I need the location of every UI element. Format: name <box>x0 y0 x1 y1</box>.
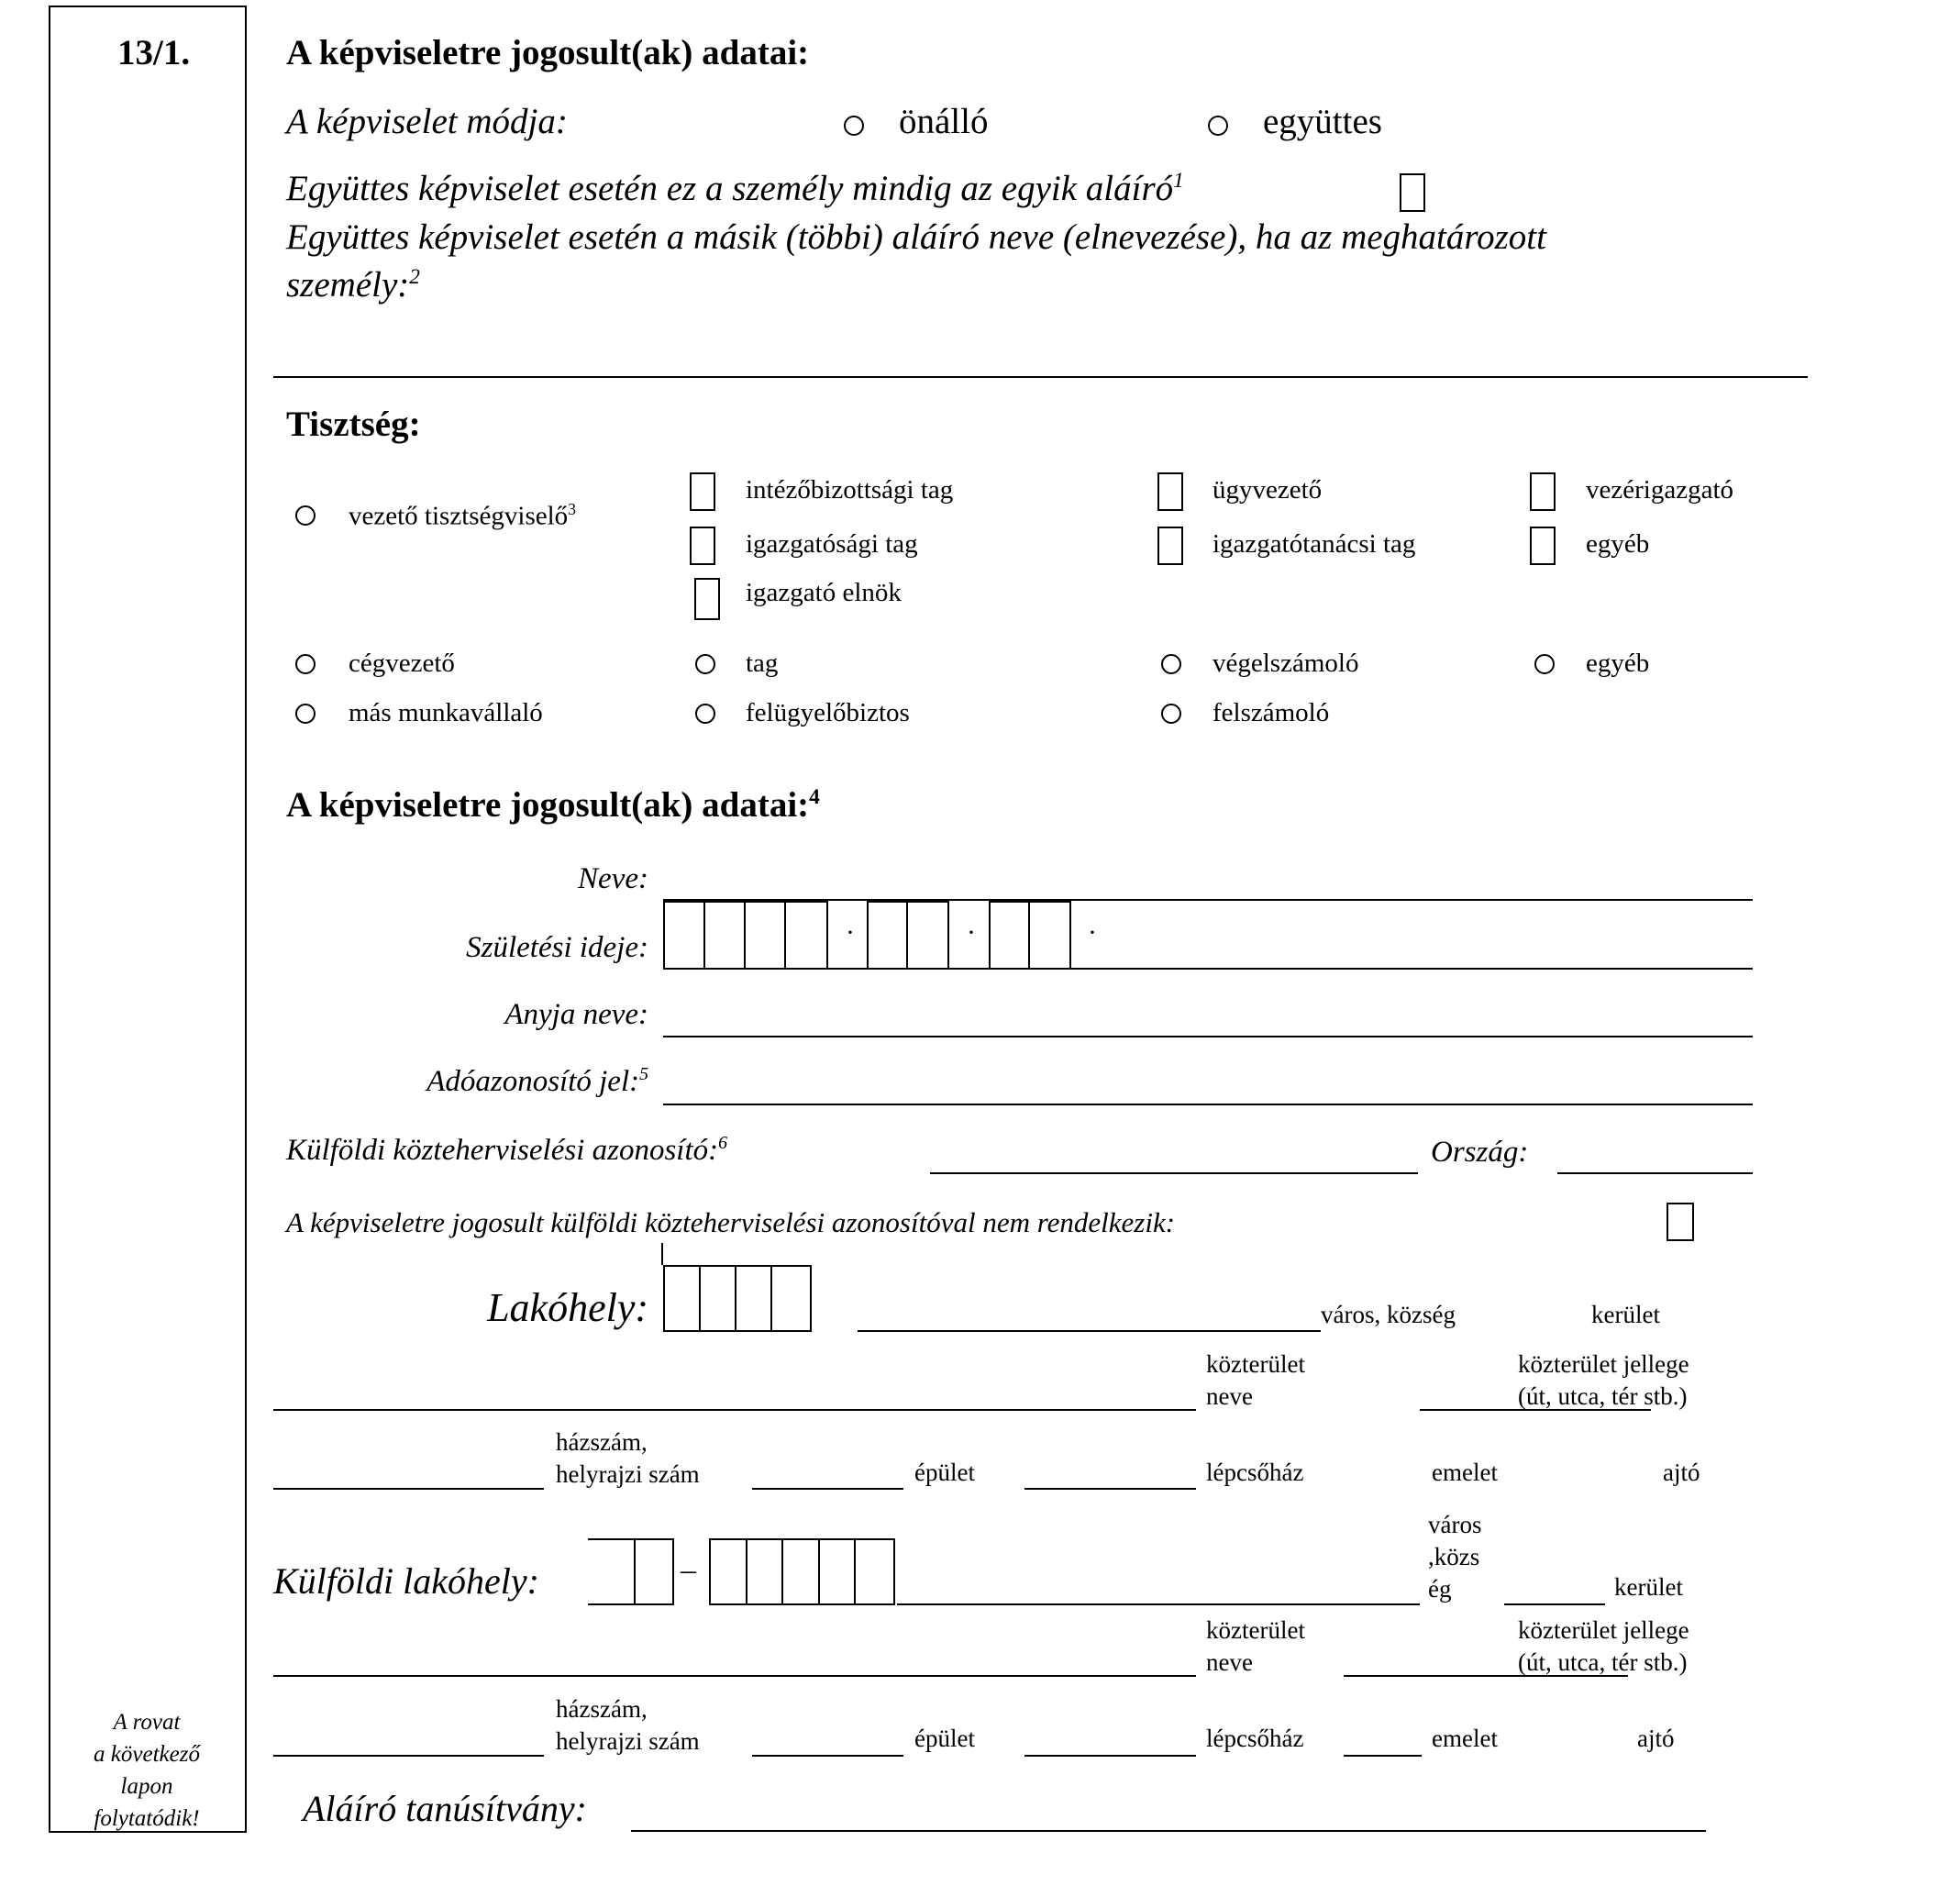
option-supervisory-commissioner: felügyelőbiztos <box>746 698 910 727</box>
street-type-label-line: (út, utca, tér stb.) <box>1518 1382 1688 1410</box>
option-other-role: egyéb <box>1586 649 1650 678</box>
mother-name-label: Anyja neve: <box>504 998 648 1031</box>
stair-label: lépcsőház <box>1206 1459 1304 1486</box>
foreign-house-number-label-line: helyrajzi szám <box>556 1727 700 1755</box>
checkbox-board-member[interactable] <box>690 527 715 565</box>
foreign-city-label-line: város <box>1428 1511 1482 1538</box>
floor-label: emelet <box>1432 1459 1498 1486</box>
radio-receiver[interactable] <box>1161 704 1181 724</box>
position-heading: Tisztség: <box>286 405 421 444</box>
footnote-ref: 1 <box>1173 169 1184 193</box>
foreign-street-name-label-line: közterület <box>1206 1616 1305 1644</box>
continues-note-line: folytatódik! <box>94 1806 200 1831</box>
other-signatory-name-line[interactable] <box>273 376 1808 378</box>
radio-company-manager[interactable] <box>295 654 316 674</box>
option-receiver: felszámoló <box>1213 698 1330 727</box>
foreign-door-label: ajtó <box>1637 1725 1675 1752</box>
signature-certificate-field[interactable] <box>631 1830 1706 1832</box>
continues-note-line: a következő <box>94 1742 200 1767</box>
birth-day-boxes[interactable] <box>989 901 1071 968</box>
option-director-chairman: igazgató elnök <box>746 578 902 607</box>
foreign-floor-field[interactable] <box>1344 1755 1422 1757</box>
foreign-floor-label: emelet <box>1432 1725 1498 1752</box>
foreign-street-type-label-line: (út, utca, tér stb.) <box>1518 1648 1688 1676</box>
foreign-city-field[interactable] <box>897 1603 1420 1605</box>
foreign-house-number-label-line: házszám, <box>556 1695 648 1723</box>
name-label: Neve: <box>578 862 648 895</box>
option-board-of-directors-member: igazgatótanácsi tag <box>1213 529 1416 559</box>
postal-code-boxes[interactable] <box>663 1265 812 1332</box>
checkbox-director-chairman[interactable] <box>694 578 720 620</box>
footnote-ref: 5 <box>639 1064 648 1084</box>
country-field[interactable] <box>1557 1172 1753 1174</box>
lead-officer-radio[interactable] <box>295 505 316 526</box>
checkbox-managing-director[interactable] <box>1157 472 1183 511</box>
other-signatory-label: személy: <box>286 265 410 305</box>
building-field[interactable] <box>752 1488 903 1490</box>
foreign-city-label-line: ,közs <box>1428 1543 1480 1570</box>
radio-other-employee[interactable] <box>295 704 316 724</box>
footnote-ref: 3 <box>568 500 576 518</box>
district-label: kerület <box>1591 1301 1660 1328</box>
joint-signatory-label: Együttes képviselet esetén ez a személy mindig az egyik aláíró <box>286 169 1174 208</box>
foreign-tax-id-label <box>286 1133 727 1168</box>
tax-id-field[interactable] <box>663 1104 1753 1105</box>
house-number-label-line: helyrajzi szám <box>556 1460 700 1488</box>
building-label: épület <box>914 1459 975 1486</box>
foreign-residence-label: Külföldi lakóhely: <box>273 1560 539 1602</box>
option-member: tag <box>746 649 779 678</box>
joint-signatory-text <box>286 168 1184 209</box>
street-type-label-line: közterület jellege <box>1518 1350 1689 1378</box>
foreign-code-dash: – <box>681 1553 696 1587</box>
option-board-member: igazgatósági tag <box>746 529 918 559</box>
foreign-street-name-label <box>1206 1614 1305 1679</box>
option-ceo: vezérigazgató <box>1586 475 1734 505</box>
street-name-field[interactable] <box>273 1409 1196 1411</box>
foreign-building-label: épület <box>914 1725 975 1752</box>
other-signatory-text-line2 <box>286 264 420 305</box>
foreign-postal-code-boxes[interactable] <box>709 1538 895 1605</box>
tax-id-text: Adóazonosító jel: <box>426 1065 640 1098</box>
checkbox-other-position[interactable] <box>1530 527 1556 565</box>
left-column-frame <box>49 6 247 1833</box>
birth-date-separator: · <box>846 917 855 948</box>
foreign-street-name-label-line: neve <box>1206 1648 1253 1676</box>
radio-member[interactable] <box>695 654 715 674</box>
section-number: 13/1. <box>117 33 191 72</box>
other-signatory-text-line1: Együttes képviselet esetén a másik (többi) aláíró neve (elnevezése), ha az meghatározott <box>286 217 1546 257</box>
checkbox-board-of-directors-member[interactable] <box>1157 527 1183 565</box>
residence-tick <box>661 1243 663 1265</box>
option-liquidator: végelszámoló <box>1213 649 1359 678</box>
no-foreign-tax-id-checkbox[interactable] <box>1667 1203 1694 1241</box>
country-label: Ország: <box>1431 1136 1529 1169</box>
tax-id-label <box>426 1064 648 1099</box>
house-number-label <box>556 1426 700 1491</box>
birth-year-boxes[interactable] <box>663 901 828 968</box>
house-number-label-line: házszám, <box>556 1428 648 1456</box>
lead-officer-label <box>349 500 576 532</box>
checkbox-ceo[interactable] <box>1530 472 1556 511</box>
person-heading-text: A képviseletre jogosult(ak) adatai: <box>286 785 810 825</box>
option-other-position: egyéb <box>1586 529 1650 559</box>
footnote-ref: 2 <box>409 265 420 289</box>
stair-field[interactable] <box>1024 1488 1196 1490</box>
mode-radio-independent[interactable] <box>844 116 864 136</box>
foreign-district-label: kerület <box>1614 1573 1683 1601</box>
city-label: város, község <box>1321 1301 1456 1328</box>
foreign-street-type-label-line: közterület jellege <box>1518 1616 1689 1644</box>
joint-signatory-checkbox[interactable] <box>1400 173 1425 212</box>
foreign-city-label <box>1428 1509 1481 1605</box>
house-number-field[interactable] <box>273 1488 544 1490</box>
checkbox-executive-committee-member[interactable] <box>690 472 715 511</box>
foreign-district-field[interactable] <box>1504 1603 1605 1605</box>
mode-radio-joint[interactable] <box>1208 116 1228 136</box>
continues-note-line: A rovat <box>113 1710 181 1735</box>
continues-note <box>55 1706 238 1835</box>
mother-name-field[interactable] <box>663 1036 1753 1037</box>
foreign-street-type-label <box>1518 1614 1689 1679</box>
representation-heading: A képviseletre jogosult(ak) adatai: <box>286 33 810 72</box>
residence-label: Lakóhely: <box>487 1285 648 1330</box>
option-executive-committee-member: intézőbizottsági tag <box>746 475 954 505</box>
foreign-house-number-field[interactable] <box>273 1755 544 1757</box>
foreign-stair-label: lépcsőház <box>1206 1725 1304 1752</box>
birth-date-baseline <box>663 968 1753 970</box>
continues-note-line: lapon <box>120 1774 173 1799</box>
radio-other-role[interactable] <box>1534 654 1555 674</box>
street-type-label <box>1518 1348 1689 1413</box>
street-name-label <box>1206 1348 1305 1413</box>
lead-officer-text: vezető tisztségviselő <box>349 501 569 531</box>
birth-date-separator: · <box>967 917 976 948</box>
foreign-tax-id-field[interactable] <box>930 1172 1418 1174</box>
no-foreign-tax-id-label: A képviseletre jogosult külföldi közteherviselési azonosítóval nem rendelkezik: <box>286 1206 1176 1238</box>
option-company-manager: cégvezető <box>349 649 455 678</box>
mode-option-independent: önálló <box>899 102 989 141</box>
mode-option-joint: együttes <box>1263 102 1382 141</box>
birth-month-boxes[interactable] <box>867 901 949 968</box>
person-heading <box>286 784 820 826</box>
foreign-street-name-field[interactable] <box>273 1675 1196 1677</box>
foreign-city-label-line: ég <box>1428 1575 1452 1603</box>
birth-date-separator: · <box>1088 917 1097 948</box>
foreign-tax-id-text: Külföldi közteherviselési azonosító: <box>286 1134 719 1167</box>
radio-supervisory-commissioner[interactable] <box>695 704 715 724</box>
footnote-ref: 4 <box>809 785 820 809</box>
foreign-stair-field[interactable] <box>1024 1755 1196 1757</box>
street-name-label-line: közterület <box>1206 1350 1305 1378</box>
city-field[interactable] <box>858 1330 1321 1332</box>
foreign-country-code-boxes[interactable] <box>588 1538 674 1605</box>
option-managing-director: ügyvezető <box>1213 475 1323 505</box>
option-other-employee: más munkavállaló <box>349 698 543 727</box>
foreign-building-field[interactable] <box>752 1755 903 1757</box>
signature-certificate-label: Aláíró tanúsítvány: <box>303 1788 587 1829</box>
foreign-house-number-label <box>556 1693 700 1758</box>
birth-date-label: Születési ideje: <box>466 931 648 964</box>
footnote-ref: 6 <box>718 1133 728 1153</box>
street-name-label-line: neve <box>1206 1382 1253 1410</box>
representation-mode-label: A képviselet módja: <box>286 102 568 141</box>
radio-liquidator[interactable] <box>1161 654 1181 674</box>
door-label: ajtó <box>1663 1459 1700 1486</box>
